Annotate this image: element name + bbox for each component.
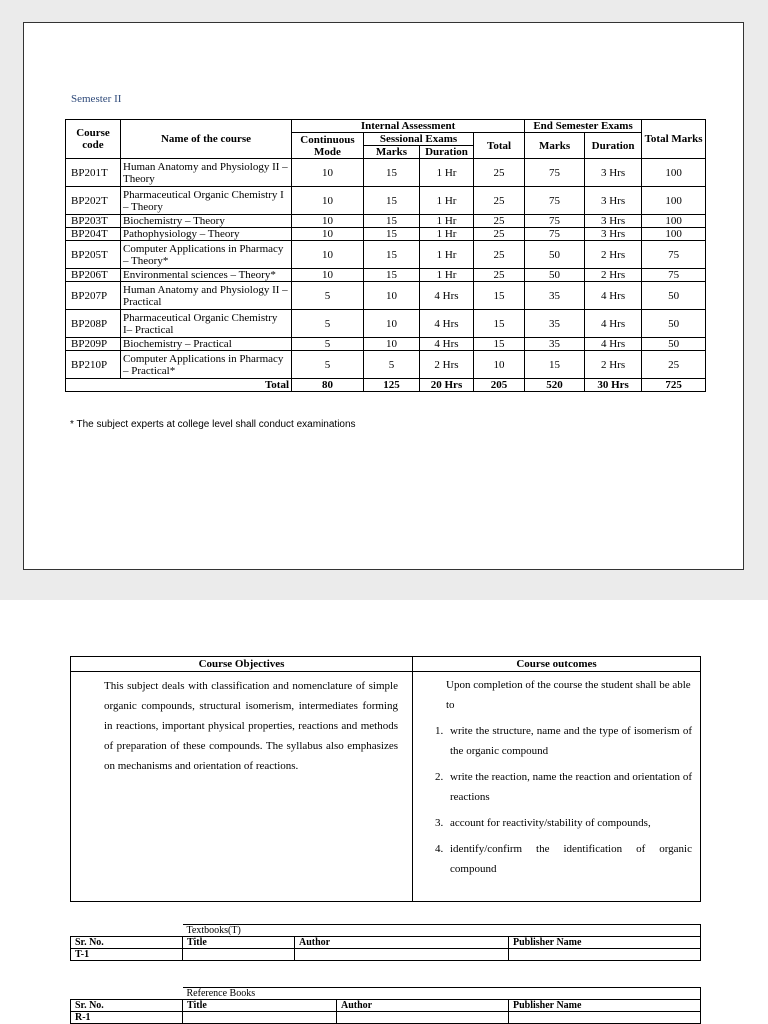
total-marks-value: 50 xyxy=(642,282,706,310)
sessional-marks-value: 15 xyxy=(364,269,420,282)
list-item: 1. write the structure, name and the type of isomerism of the organic compound xyxy=(446,721,692,761)
end-marks-value: 50 xyxy=(525,269,585,282)
end-marks-value: 35 xyxy=(525,310,585,338)
header-sessional-marks: Marks xyxy=(364,146,420,159)
table-row xyxy=(71,949,701,961)
total-continuous: 80 xyxy=(292,379,364,392)
internal-total-value: 25 xyxy=(474,187,525,215)
course-name: Pharmaceutical Organic Chemistry I – Theory xyxy=(121,187,292,215)
sessional-marks-value: 10 xyxy=(364,282,420,310)
internal-total-value: 25 xyxy=(474,215,525,228)
table-row xyxy=(66,282,706,310)
textbooks-header-title: Title xyxy=(183,937,295,949)
reference-header-publisher: Publisher Name xyxy=(509,1000,701,1012)
table-row xyxy=(66,269,706,282)
course-name: Biochemistry – Practical xyxy=(121,338,292,351)
end-duration-value: 3 Hrs xyxy=(585,215,642,228)
table-row xyxy=(71,1012,701,1024)
continuous-mode-value: 10 xyxy=(292,269,364,282)
sessional-duration-value: 2 Hrs xyxy=(420,351,474,379)
course-code: BP206T xyxy=(66,269,121,282)
end-marks-value: 35 xyxy=(525,282,585,310)
table-row xyxy=(66,159,706,187)
internal-total-value: 15 xyxy=(474,282,525,310)
sessional-duration-value: 4 Hrs xyxy=(420,282,474,310)
list-item: 2. write the reaction, name the reaction and orientation of reactions xyxy=(446,767,692,807)
header-total-marks: Total Marks xyxy=(642,120,706,159)
objectives-text xyxy=(71,672,413,902)
sessional-duration-value: 1 Hr xyxy=(420,187,474,215)
textbooks-table xyxy=(70,924,701,961)
course-name: Biochemistry – Theory xyxy=(121,215,292,228)
course-name: Environmental sciences – Theory* xyxy=(121,269,292,282)
internal-total-value: 25 xyxy=(474,269,525,282)
end-duration-value: 4 Hrs xyxy=(585,310,642,338)
textbook-sr-no: T-1 xyxy=(71,949,183,961)
course-name: Human Anatomy and Physiology II – Theory xyxy=(121,159,292,187)
end-duration-value: 2 Hrs xyxy=(585,351,642,379)
total-marks-value: 100 xyxy=(642,159,706,187)
header-sessional-exams: Sessional Exams xyxy=(364,133,474,146)
reference-caption: Reference Books xyxy=(183,988,701,1000)
textbooks-header-author: Author xyxy=(295,937,509,949)
continuous-mode-value: 10 xyxy=(292,159,364,187)
course-name: Human Anatomy and Physiology II –Practical xyxy=(121,282,292,310)
end-marks-value: 75 xyxy=(525,215,585,228)
course-code: BP208P xyxy=(66,310,121,338)
objectives-heading: Course Objectives xyxy=(71,657,413,672)
header-end-semester: End Semester Exams xyxy=(525,120,642,133)
end-duration-value: 4 Hrs xyxy=(585,282,642,310)
continuous-mode-value: 10 xyxy=(292,241,364,269)
textbook-publisher xyxy=(509,949,701,961)
header-end-duration: Duration xyxy=(585,133,642,159)
total-marks-value: 25 xyxy=(642,351,706,379)
reference-title xyxy=(183,1012,337,1024)
end-marks-value: 50 xyxy=(525,241,585,269)
course-name: Pathophysiology – Theory xyxy=(121,228,292,241)
textbooks-header-publisher: Publisher Name xyxy=(509,937,701,949)
course-code: BP202T xyxy=(66,187,121,215)
textbooks-header-sr: Sr. No. xyxy=(71,937,183,949)
end-duration-value: 3 Hrs xyxy=(585,228,642,241)
course-table xyxy=(65,119,706,392)
end-duration-value: 3 Hrs xyxy=(585,187,642,215)
totals-label: Total xyxy=(66,379,292,392)
table-row xyxy=(66,241,706,269)
grand-total-marks: 725 xyxy=(642,379,706,392)
end-duration-value: 2 Hrs xyxy=(585,269,642,282)
internal-total-value: 25 xyxy=(474,159,525,187)
sessional-duration-value: 1 Hr xyxy=(420,241,474,269)
internal-total-value: 15 xyxy=(474,310,525,338)
end-marks-value: 35 xyxy=(525,338,585,351)
totals-row xyxy=(66,379,706,392)
reference-header-title: Title xyxy=(183,1000,337,1012)
course-code: BP210P xyxy=(66,351,121,379)
reference-header-sr: Sr. No. xyxy=(71,1000,183,1012)
sessional-marks-value: 15 xyxy=(364,215,420,228)
outcomes-intro: Upon completion of the course the student shall be able to xyxy=(446,679,691,711)
total-marks-value: 75 xyxy=(642,269,706,282)
outcomes-list xyxy=(432,721,692,879)
internal-total-value: 15 xyxy=(474,338,525,351)
page-one xyxy=(23,22,744,570)
sessional-duration-value: 1 Hr xyxy=(420,269,474,282)
total-marks-value: 50 xyxy=(642,338,706,351)
course-code: BP204T xyxy=(66,228,121,241)
table-row xyxy=(66,351,706,379)
header-end-marks: Marks xyxy=(525,133,585,159)
header-sessional-duration: Duration xyxy=(420,146,474,159)
footnote: * The subject experts at college level shall conduct examinations xyxy=(70,419,356,430)
end-duration-value: 3 Hrs xyxy=(585,159,642,187)
reference-header-author: Author xyxy=(337,1000,509,1012)
total-sessional-duration: 20 Hrs xyxy=(420,379,474,392)
continuous-mode-value: 5 xyxy=(292,282,364,310)
course-name: Computer Applications in Pharmacy – Practical* xyxy=(121,351,292,379)
continuous-mode-value: 10 xyxy=(292,228,364,241)
list-item: 3. account for reactivity/stability of compounds, xyxy=(446,813,692,833)
total-end-duration: 30 Hrs xyxy=(585,379,642,392)
course-code: BP209P xyxy=(66,338,121,351)
course-code: BP207P xyxy=(66,282,121,310)
sessional-marks-value: 10 xyxy=(364,338,420,351)
semester-title: Semester II xyxy=(71,93,122,105)
continuous-mode-value: 5 xyxy=(292,310,364,338)
reference-author xyxy=(337,1012,509,1024)
sessional-marks-value: 10 xyxy=(364,310,420,338)
course-name: Computer Applications in Pharmacy – Theory* xyxy=(121,241,292,269)
header-continuous-mode: Continuous Mode xyxy=(292,133,364,159)
table-row xyxy=(66,228,706,241)
table-row xyxy=(66,338,706,351)
outcomes-heading: Course outcomes xyxy=(413,657,701,672)
course-code: BP205T xyxy=(66,241,121,269)
total-marks-value: 50 xyxy=(642,310,706,338)
end-marks-value: 75 xyxy=(525,187,585,215)
sessional-marks-value: 15 xyxy=(364,241,420,269)
course-code: BP203T xyxy=(66,215,121,228)
continuous-mode-value: 10 xyxy=(292,215,364,228)
course-code: BP201T xyxy=(66,159,121,187)
outcomes-cell xyxy=(413,672,701,902)
continuous-mode-value: 5 xyxy=(292,338,364,351)
sessional-duration-value: 1 Hr xyxy=(420,159,474,187)
textbook-author xyxy=(295,949,509,961)
header-course-code: Course code xyxy=(66,120,121,159)
internal-total-value: 25 xyxy=(474,228,525,241)
header-course-name: Name of the course xyxy=(121,120,292,159)
sessional-duration-value: 4 Hrs xyxy=(420,338,474,351)
end-marks-value: 75 xyxy=(525,228,585,241)
textbook-title xyxy=(183,949,295,961)
sessional-marks-value: 15 xyxy=(364,187,420,215)
objectives-paragraph: This subject deals with classification and nomenclature of simple organic compounds, structural isomerism, intermediates forming in reactions, important physical properties, reactions and methods of preparation of these compounds. The syllabus also emphasizes on mechanisms and orientation of reactions. xyxy=(104,680,398,772)
reference-publisher xyxy=(509,1012,701,1024)
table-row xyxy=(66,310,706,338)
continuous-mode-value: 10 xyxy=(292,187,364,215)
total-internal: 205 xyxy=(474,379,525,392)
course-name: Pharmaceutical Organic Chemistry I– Practical xyxy=(121,310,292,338)
end-duration-value: 2 Hrs xyxy=(585,241,642,269)
sessional-duration-value: 4 Hrs xyxy=(420,310,474,338)
end-marks-value: 15 xyxy=(525,351,585,379)
total-sessional-marks: 125 xyxy=(364,379,420,392)
sessional-duration-value: 1 Hr xyxy=(420,215,474,228)
total-marks-value: 75 xyxy=(642,241,706,269)
header-internal-total: Total xyxy=(474,133,525,159)
total-end-marks: 520 xyxy=(525,379,585,392)
internal-total-value: 25 xyxy=(474,241,525,269)
end-duration-value: 4 Hrs xyxy=(585,338,642,351)
list-item: 4. identify/confirm the identification of organic compound xyxy=(446,839,692,879)
internal-total-value: 10 xyxy=(474,351,525,379)
continuous-mode-value: 5 xyxy=(292,351,364,379)
header-internal-assessment: Internal Assessment xyxy=(292,120,525,133)
sessional-marks-value: 15 xyxy=(364,159,420,187)
table-row xyxy=(66,215,706,228)
reference-sr-no: R-1 xyxy=(71,1012,183,1024)
total-marks-value: 100 xyxy=(642,215,706,228)
sessional-duration-value: 1 Hr xyxy=(420,228,474,241)
table-row xyxy=(66,187,706,215)
end-marks-value: 75 xyxy=(525,159,585,187)
total-marks-value: 100 xyxy=(642,187,706,215)
reference-books-table xyxy=(70,987,701,1024)
sessional-marks-value: 15 xyxy=(364,228,420,241)
textbooks-caption: Textbooks(T) xyxy=(183,925,701,937)
total-marks-value: 100 xyxy=(642,228,706,241)
sessional-marks-value: 5 xyxy=(364,351,420,379)
course-objectives-outcomes-table xyxy=(70,656,701,902)
page-two xyxy=(0,600,768,1024)
